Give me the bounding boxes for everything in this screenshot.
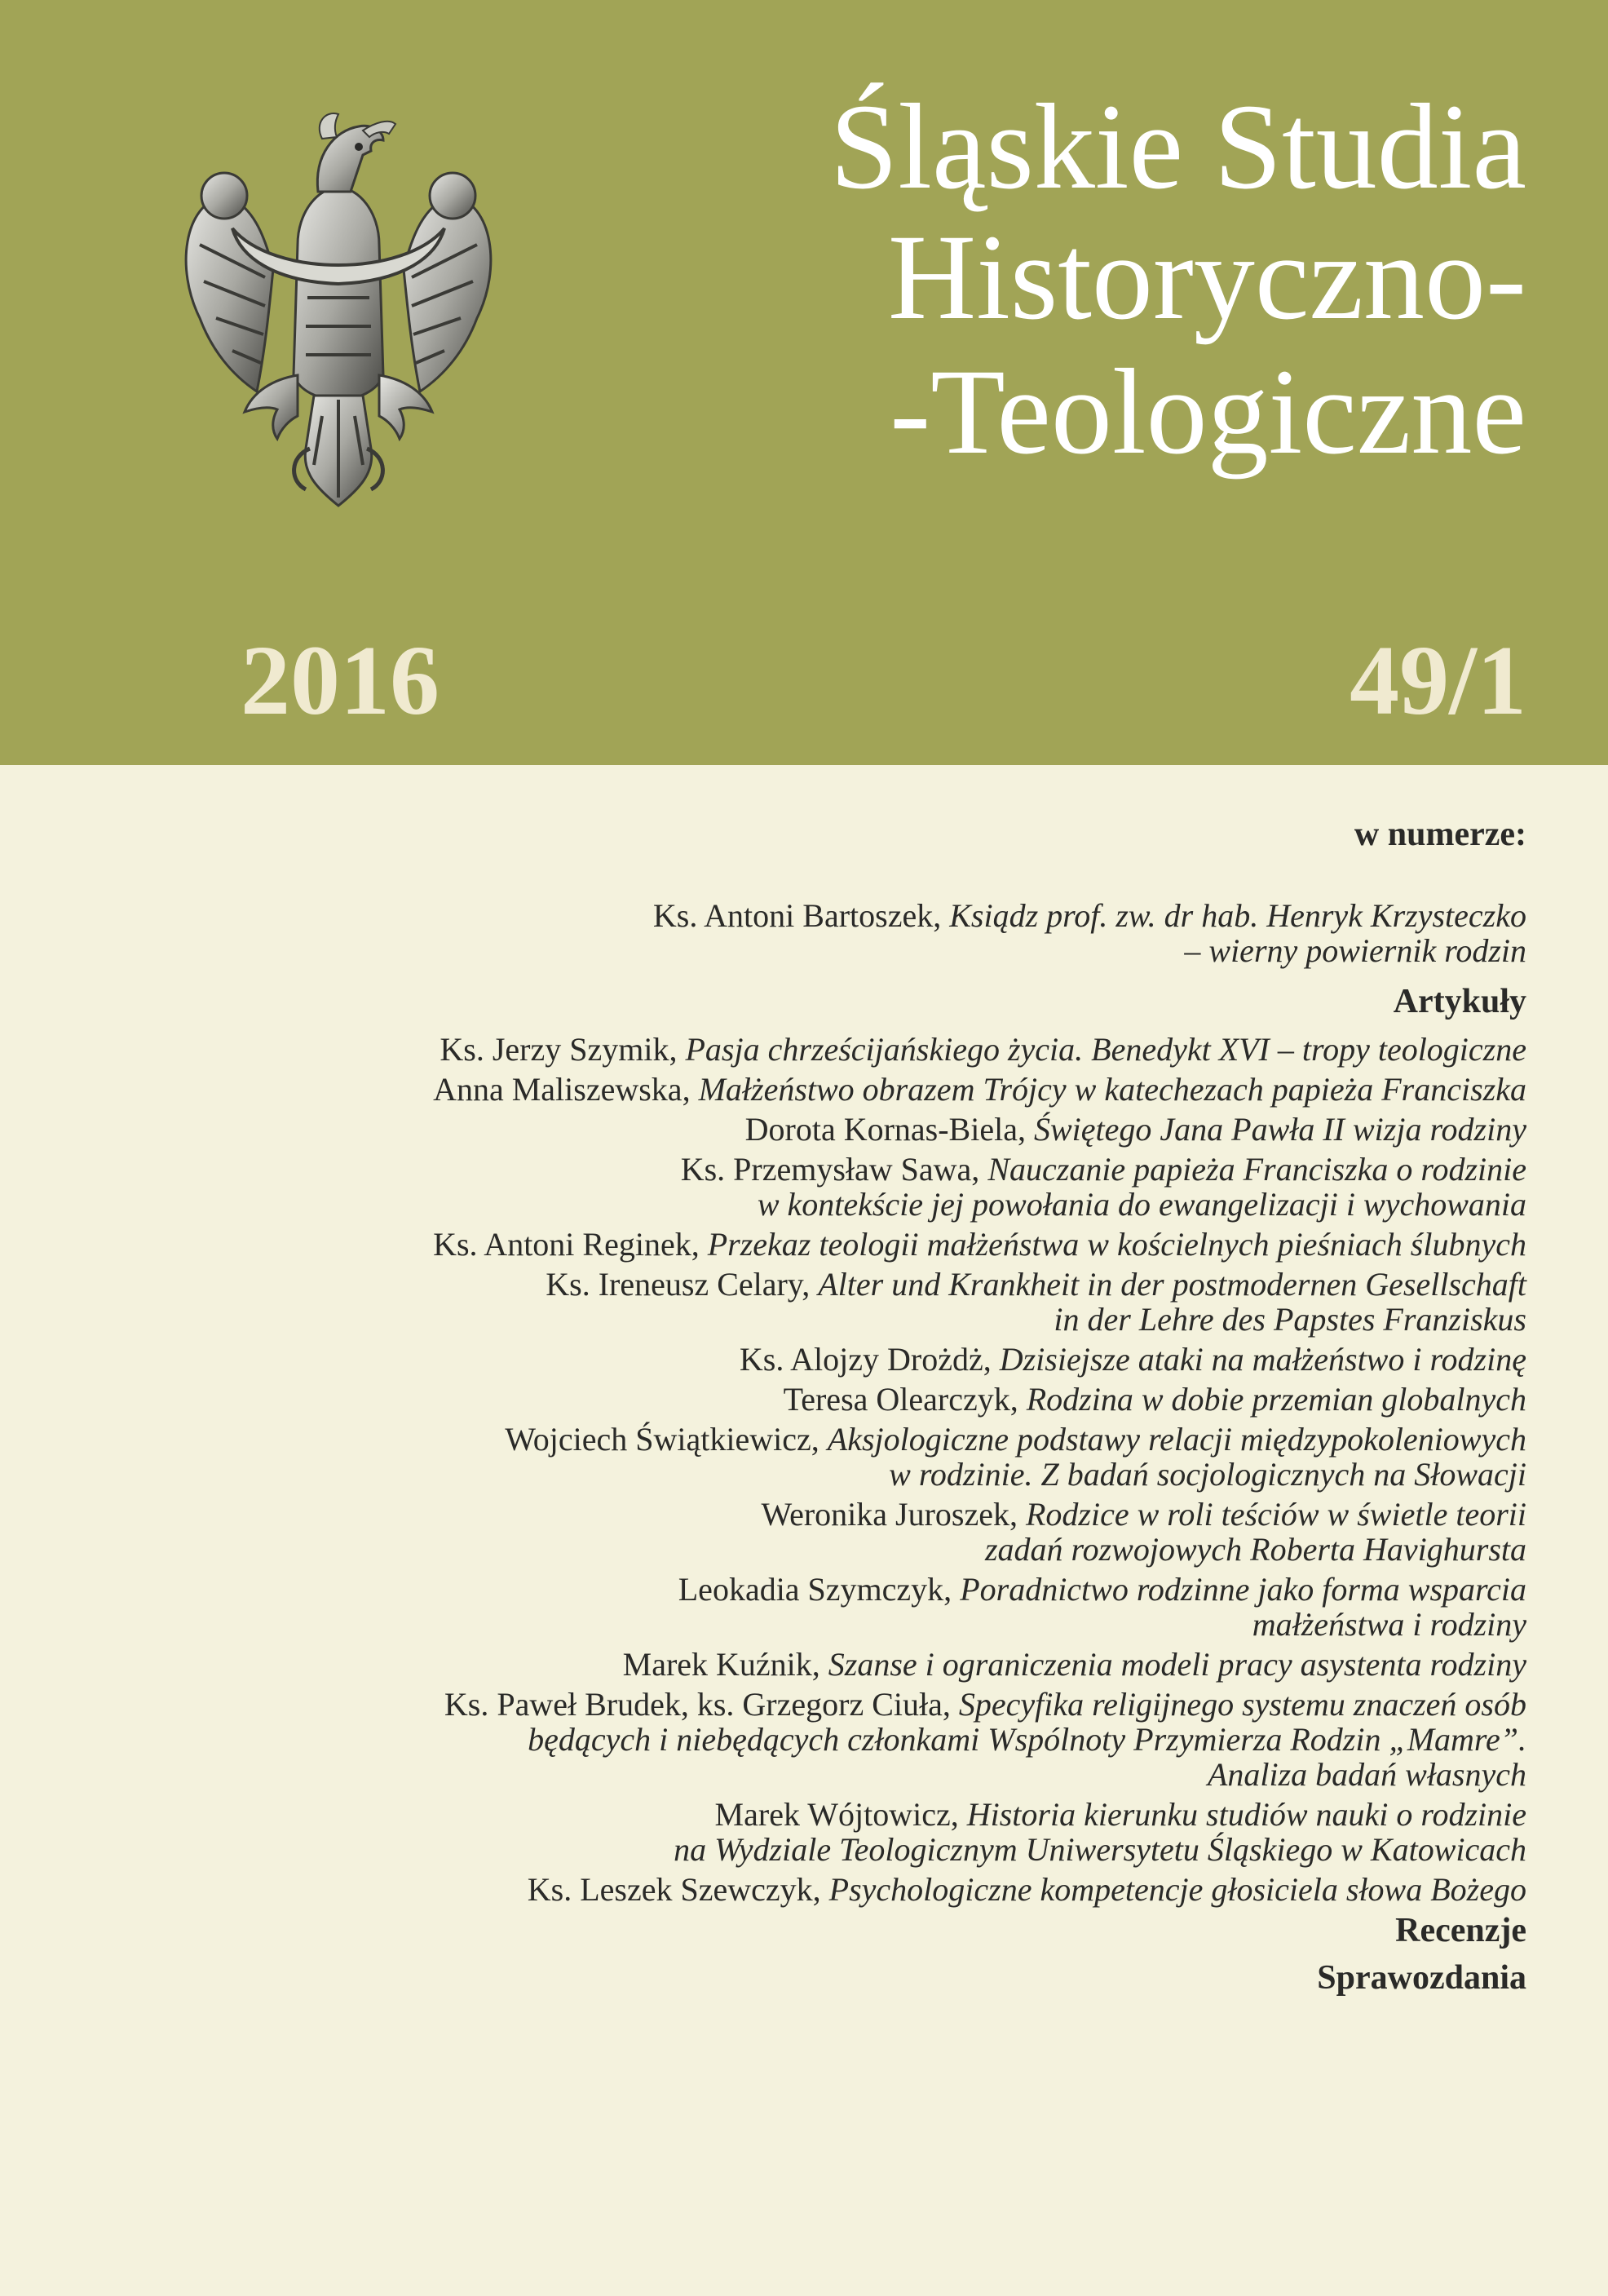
entry-title: Szanse i ograniczenia modeli pracy asystenta rodziny	[828, 1646, 1526, 1683]
article-entry	[49, 1797, 1526, 1867]
entry-author: Ks. Antoni Bartoszek,	[652, 897, 942, 934]
entry-line	[49, 1757, 1526, 1792]
entry-line	[49, 1687, 1526, 1722]
entry-title: Poradnictwo rodzinne jako forma wsparcia	[960, 1571, 1526, 1608]
entry-line	[49, 1072, 1526, 1107]
journal-title	[466, 79, 1526, 485]
article-entry	[49, 1072, 1526, 1107]
entry-line	[49, 1382, 1526, 1417]
entry-line	[49, 1457, 1526, 1492]
entry-line	[49, 1607, 1526, 1642]
entry-author: Ks. Jerzy Szymik,	[440, 1031, 678, 1068]
entry-title: Historia kierunku studiów nauki o rodzinie	[966, 1796, 1526, 1833]
articles-list	[49, 1032, 1526, 1907]
entry-title: Pasja chrześcijańskiego życia. Benedykt XVI – tropy teologiczne	[685, 1031, 1526, 1068]
entry-title-continued: małżeństwa i rodziny	[1252, 1606, 1526, 1643]
entry-line	[49, 1302, 1526, 1337]
entry-line	[49, 1032, 1526, 1067]
article-entry	[49, 1572, 1526, 1642]
cover-header	[0, 0, 1608, 765]
entry-title: Specyfika religijnego systemu znaczeń osób	[958, 1686, 1526, 1723]
article-entry	[49, 1687, 1526, 1792]
intro-entry	[49, 898, 1526, 968]
entry-author: Wojciech Świątkiewicz,	[505, 1421, 819, 1458]
entry-title: Rodzina w dobie przemian globalnych	[1026, 1381, 1526, 1418]
entry-author: Dorota Kornas-Biela,	[744, 1111, 1026, 1148]
entry-author: Ks. Ireneusz Celary,	[546, 1266, 811, 1303]
entry-title-continued: będących i niebędących członkami Wspólnoty Przymierza Rodzin „Mamre”.	[528, 1721, 1526, 1758]
entry-author: Ks. Alojzy Drożdż,	[739, 1341, 992, 1378]
silesian-eagle-emblem	[175, 106, 501, 514]
entry-title: Nauczanie papieża Franciszka o rodzinie	[987, 1151, 1526, 1188]
entry-line	[49, 1722, 1526, 1757]
entry-author: Ks. Leszek Szewczyk,	[527, 1871, 821, 1908]
entry-author: Weronika Juroszek,	[761, 1496, 1018, 1533]
entry-line	[49, 1832, 1526, 1867]
article-entry	[49, 1422, 1526, 1492]
entry-line	[49, 1532, 1526, 1567]
entry-line	[49, 1187, 1526, 1222]
entry-line	[49, 1422, 1526, 1457]
article-entry	[49, 1032, 1526, 1067]
entry-author: Ks. Antoni Reginek,	[433, 1226, 700, 1263]
article-entry	[49, 1112, 1526, 1147]
publication-year: 2016	[241, 626, 440, 736]
entry-title: Alter und Krankheit in der postmodernen Gesellschaft	[818, 1266, 1526, 1303]
entry-author: Teresa Olearczyk,	[783, 1381, 1018, 1418]
article-entry	[49, 1152, 1526, 1222]
entry-title-continued: – wierny powiernik rodzin	[1184, 932, 1526, 969]
entry-author: Ks. Paweł Brudek, ks. Grzegorz Ciuła,	[444, 1686, 951, 1723]
entry-line	[49, 1497, 1526, 1532]
entry-title-continued: w kontekście jej powołania do ewangelizacji i wychowania	[757, 1186, 1526, 1223]
article-entry	[49, 1342, 1526, 1377]
article-entry	[49, 1267, 1526, 1337]
entry-line	[49, 1572, 1526, 1607]
issue-number: 49/1	[1350, 626, 1526, 736]
entry-title-continued: w rodzinie. Z badań socjologicznych na Słowacji	[889, 1456, 1526, 1493]
entry-line	[49, 1647, 1526, 1682]
reports-heading: Sprawozdania	[1317, 1959, 1526, 1997]
contents-heading: w numerze:	[1354, 816, 1526, 853]
entry-line	[49, 1227, 1526, 1262]
entry-author: Ks. Przemysław Sawa,	[680, 1151, 980, 1188]
entry-title: Aksjologiczne podstawy relacji międzypokoleniowych	[827, 1421, 1526, 1458]
entry-title: Ksiądz prof. zw. dr hab. Henryk Krzysteczko	[949, 897, 1526, 934]
entry-line	[49, 1872, 1526, 1907]
article-entry	[49, 1872, 1526, 1907]
entry-line	[49, 1112, 1526, 1147]
entry-title: Małżeństwo obrazem Trójcy w katechezach papieża Franciszka	[698, 1071, 1526, 1108]
entry-author: Leokadia Szymczyk,	[678, 1571, 952, 1608]
entry-title: Świętego Jana Pawła II wizja rodziny	[1033, 1111, 1526, 1148]
journal-title-line-1: Śląskie Studia	[829, 79, 1526, 215]
entry-title: Psychologiczne kompetencje głosiciela słowa Bożego	[828, 1871, 1526, 1908]
article-entry	[49, 1227, 1526, 1262]
article-entry	[49, 1497, 1526, 1567]
entry-line	[49, 898, 1526, 933]
entry-title-continued: zadań rozwojowych Roberta Havighursta	[984, 1531, 1526, 1568]
entry-line	[49, 1797, 1526, 1832]
entry-author: Anna Maliszewska,	[433, 1071, 691, 1108]
entry-title: Przekaz teologii małżeństwa w kościelnych pieśniach ślubnych	[707, 1226, 1526, 1263]
entry-title-continued: na Wydziale Teologicznym Uniwersytetu Śląskiego w Katowicach	[674, 1831, 1526, 1868]
article-entry	[49, 1382, 1526, 1417]
entry-line	[49, 1152, 1526, 1187]
entry-title-continued: Analiza badań własnych	[1207, 1756, 1526, 1793]
entry-title-continued: in der Lehre des Papstes Franziskus	[1054, 1301, 1526, 1338]
article-entry	[49, 1647, 1526, 1682]
entry-line	[49, 1342, 1526, 1377]
journal-title-line-3: -Teologiczne	[890, 344, 1526, 480]
entry-title: Dzisiejsze ataki na małżeństwo i rodzinę	[999, 1341, 1526, 1378]
articles-heading: Artykuły	[1393, 983, 1526, 1020]
journal-title-line-2: Historyczno-	[887, 210, 1526, 345]
entry-title: Rodzice w roli teściów w świetle teorii	[1025, 1496, 1526, 1533]
reviews-heading: Recenzje	[1395, 1912, 1526, 1949]
entry-author: Marek Wójtowicz,	[714, 1796, 959, 1833]
entry-line	[49, 1267, 1526, 1302]
table-of-contents	[49, 816, 1526, 1997]
entry-author: Marek Kuźnik,	[622, 1646, 820, 1683]
